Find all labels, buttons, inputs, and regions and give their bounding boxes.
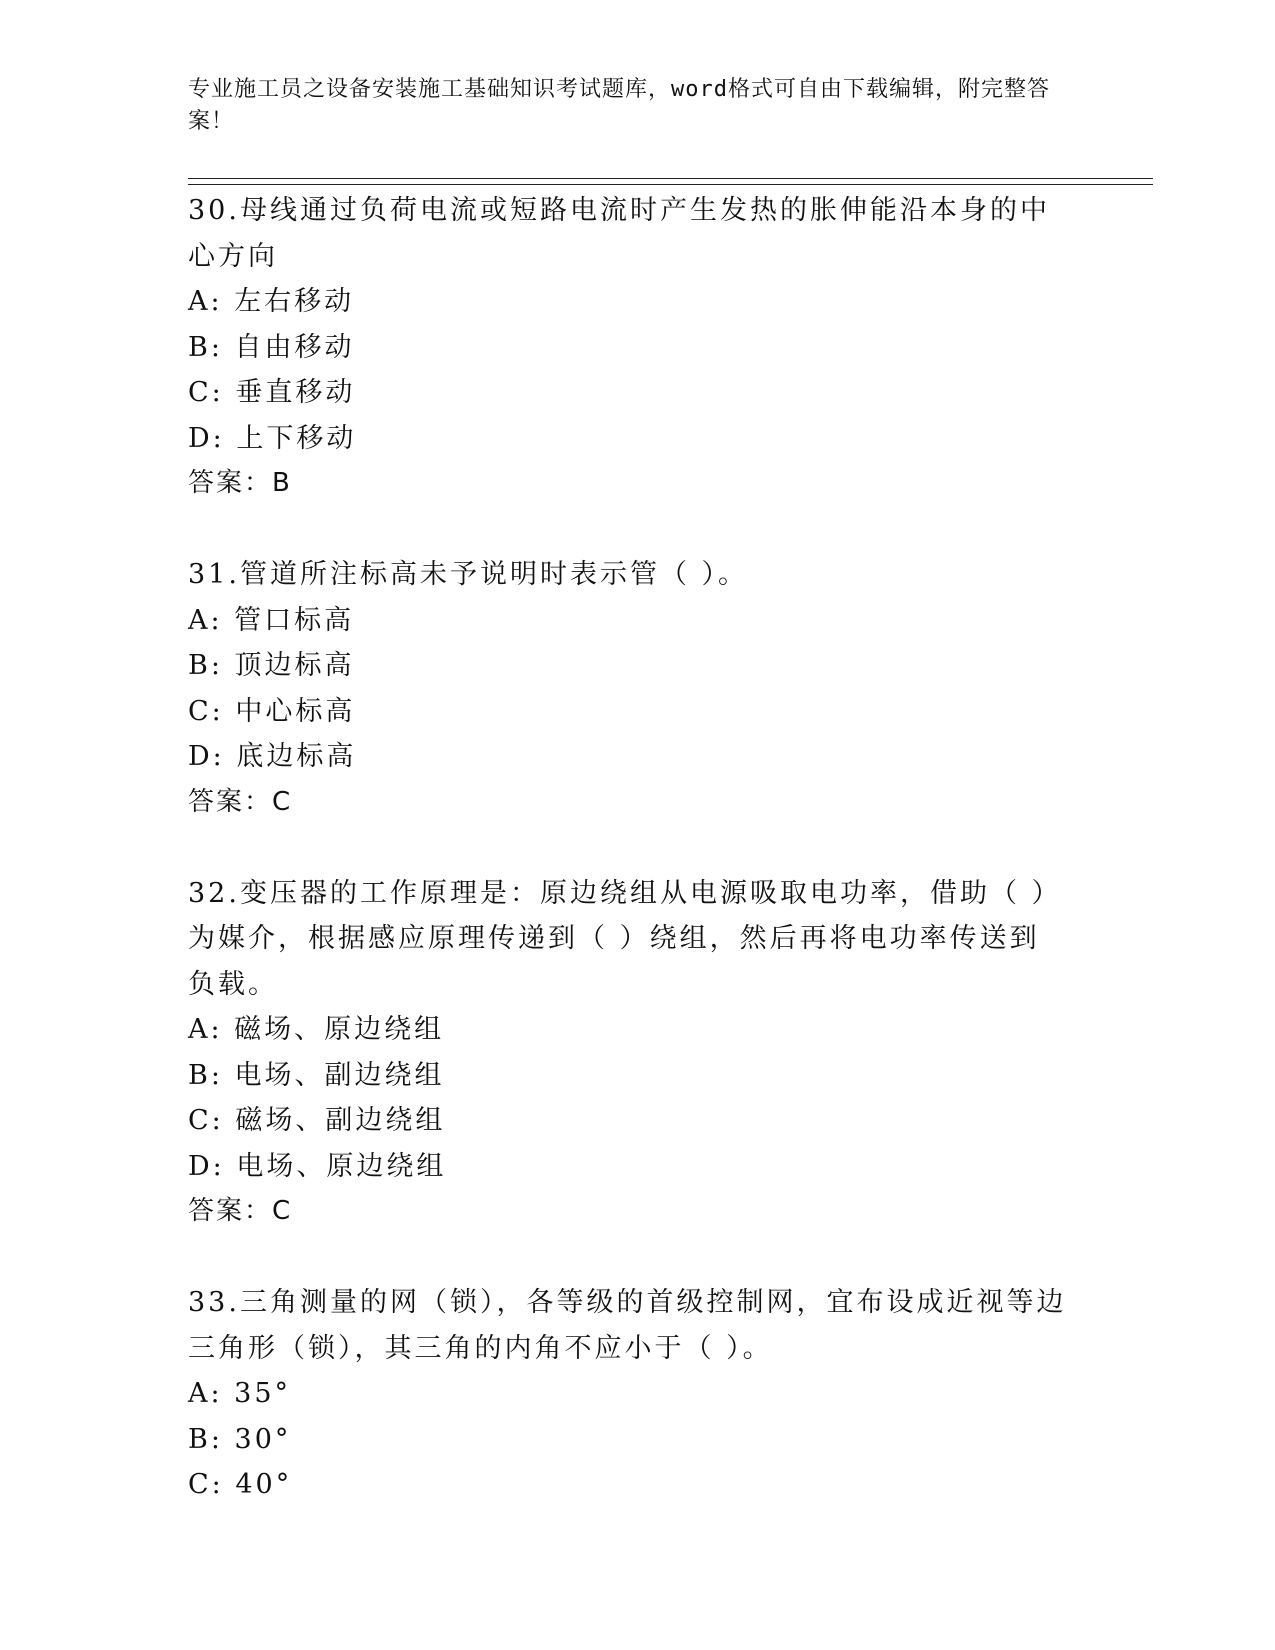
option-a: A: 35°	[188, 1378, 292, 1409]
option-c: C: 40°	[188, 1469, 293, 1500]
option-b: B: 自由移动	[188, 331, 355, 363]
option-a: A: 磁场、原边绕组	[188, 1014, 445, 1045]
option-c: C: 中心标高	[188, 695, 356, 727]
answer-line: 答案：B	[188, 468, 292, 498]
header-divider-bottom	[188, 184, 1153, 185]
question-text: 31.管道所注标高未予说明时表示管（ ）。	[188, 559, 749, 590]
option-a: A: 管口标高	[188, 604, 355, 636]
question-list	[188, 188, 1088, 1508]
question-33	[188, 1280, 1088, 1508]
question-spacer	[188, 1235, 1088, 1281]
option-c: C: 磁场、副边绕组	[188, 1105, 446, 1136]
option-a: A: 左右移动	[188, 286, 355, 317]
answer-line: 答案：C	[188, 1196, 293, 1226]
option-d: D: 底边标高	[188, 741, 357, 772]
option-b: B: 电场、副边绕组	[188, 1059, 445, 1091]
document-header: 专业施工员之设备安装施工基础知识考试题库，word格式可自由下载编辑，附完整答案！	[188, 77, 1050, 134]
answer-line: 答案：C	[188, 786, 293, 817]
question-32	[188, 871, 1088, 1235]
question-spacer	[188, 507, 1088, 553]
option-b: B: 30°	[188, 1423, 292, 1455]
option-d: D: 上下移动	[188, 422, 357, 454]
question-text: 32.变压器的工作原理是：原边绕组从电源吸取电功率，借助（ ）为媒介，根据感应原理传递到（ ）绕组，然后再将电功率传送到负载。	[188, 877, 1062, 1000]
header-divider-top	[188, 178, 1153, 179]
option-b: B: 顶边标高	[188, 650, 355, 681]
question-text: 30.母线通过负荷电流或短路电流时产生发热的胀伸能沿本身的中心方向	[188, 195, 1050, 272]
question-31	[188, 552, 1088, 825]
option-c: C: 垂直移动	[188, 377, 356, 408]
question-text: 33.三角测量的网（锁），各等级的首级控制网，宜布设成近视等边三角形（锁），其三角的内角不应小于（ ）。	[188, 1287, 1067, 1364]
question-30	[188, 188, 1088, 507]
option-d: D: 电场、原边绕组	[188, 1150, 447, 1182]
question-spacer	[188, 825, 1088, 871]
